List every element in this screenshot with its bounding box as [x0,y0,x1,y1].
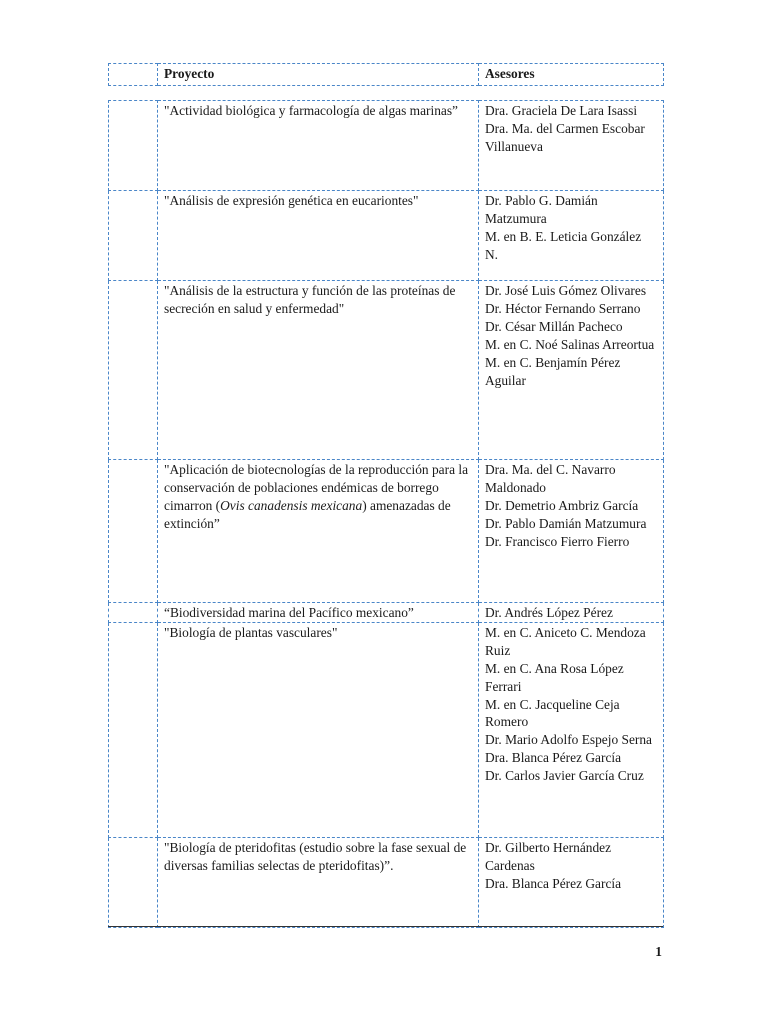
advisor-name: Dr. Héctor Fernando Serrano [485,300,641,316]
blank-cell [109,603,158,623]
table-row [109,281,664,460]
project-cell [158,460,479,603]
header-blank-cell [109,64,158,86]
advisor-name: Dra. Ma. del C. Navarro Maldonado [485,462,616,495]
page-number: 1 [655,944,662,959]
blank-cell [109,101,158,191]
project-cell: "Actividad biológica y farmacología de algas marinas” [158,101,479,191]
advisors-cell [479,622,664,837]
table-row [109,603,664,623]
table-row [109,460,664,603]
table-row [109,622,664,837]
blank-cell [109,622,158,837]
footer-rule [108,926,663,927]
advisor-name: Dr. Andrés López Pérez [485,605,613,620]
header-advisors: Asesores [479,64,664,86]
project-text: "Aplicación de biotecnologías de la reproducción para la conservación de poblaciones endémicas de borrego cimarron ( [164,462,469,513]
advisor-name: Dra. Blanca Pérez García [485,875,622,891]
advisor-name: Dr. Mario Adolfo Espejo Serna [485,732,652,748]
project-cell: “Biodiversidad marina del Pacífico mexicano” [158,603,479,623]
table-row [109,101,664,191]
table-row [109,191,664,281]
advisors-cell [479,281,664,460]
header-row [109,64,664,86]
header-project: Proyecto [158,64,479,86]
table-row [109,837,664,927]
advisor-name: Dr. José Luis Gómez Olivares [485,283,647,298]
project-cell: "Análisis de la estructura y función de las proteínas de secreción en salud y enfermedad" [158,281,479,460]
advisor-name: M. en C. Noé Salinas Arreortua [485,336,655,352]
advisor-name: M. en C. Ana Rosa López Ferrari [485,660,624,694]
project-cell: "Biología de plantas vasculares" [158,622,479,837]
advisor-name: M. en C. Benjamín Pérez Aguilar [485,354,621,388]
blank-cell [109,191,158,281]
species-name: Ovis canadensis mexicana [220,497,363,513]
project-cell: "Análisis de expresión genética en eucariontes" [158,191,479,281]
advisors-cell [479,460,664,603]
advisor-name: Dra. Blanca Pérez García [485,750,622,766]
table-header [108,63,664,86]
advisors-cell [479,191,664,281]
advisors-cell [479,101,664,191]
advisor-name: Dr. Pablo Damián Matzumura [485,515,647,531]
project-text: ) amenazadas de extinción” [164,497,451,531]
advisor-name: Dra. Ma. del Carmen Escobar Villanueva [485,120,645,154]
advisor-name: Dr. César Millán Pacheco [485,318,623,334]
advisor-name: Dr. Carlos Javier García Cruz [485,768,644,784]
advisor-name: Dr. Gilberto Hernández Cardenas [485,839,612,873]
advisor-name: M. en C. Jacqueline Ceja Romero [485,696,620,730]
blank-cell [109,460,158,603]
advisor-name: Dr. Pablo G. Damián Matzumura [485,193,598,226]
advisor-name: Dr. Francisco Fierro Fierro [485,533,630,549]
advisor-name: Dra. Graciela De Lara Isassi [485,103,638,118]
advisors-cell [479,603,664,623]
advisor-name: M. en C. Aniceto C. Mendoza Ruiz [485,624,646,658]
advisor-name: Dr. Demetrio Ambriz García [485,497,639,513]
projects-table [108,100,664,928]
advisors-cell [479,837,664,927]
project-cell: "Biología de pteridofitas (estudio sobre la fase sexual de diversas familias selectas de pteridofitas)”. [158,837,479,927]
blank-cell [109,837,158,927]
blank-cell [109,281,158,460]
advisor-name: M. en B. E. Leticia González N. [485,228,642,262]
